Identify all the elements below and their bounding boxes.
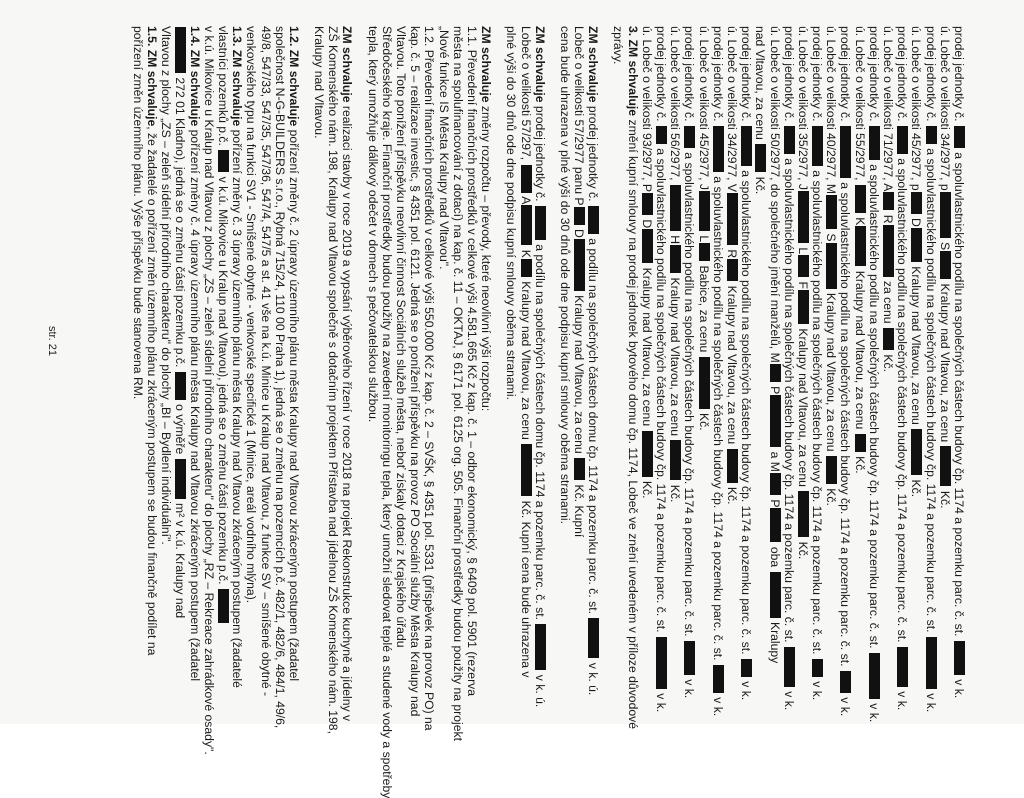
text-run: prodej jednotky č. (952, 26, 966, 125)
text-line (654, 26, 669, 713)
text-line (938, 26, 952, 698)
text-run: oba (767, 543, 782, 571)
redaction-box (826, 195, 837, 229)
text-run: D (909, 214, 924, 227)
redaction-box (755, 144, 766, 172)
text-run: v k. (838, 693, 853, 717)
text-run: v k. (895, 687, 910, 711)
redaction-box (574, 207, 585, 225)
text-run: města na spolufinancování z dotací) na kap. č. 11 – OKTAJ, § 6171 pol. 6125 org. 505. Finanční prostředky budou použity na projekt (450, 26, 465, 741)
text-run: prodej jednotky č. (895, 26, 910, 125)
text-run: Kralupy nad Vltavou, za cenu (795, 324, 810, 491)
text-run: Kč. (696, 409, 711, 431)
text-line (767, 26, 781, 698)
redaction-box (798, 491, 809, 537)
text-run: K (518, 246, 533, 258)
resolution-sale-1 (558, 26, 601, 698)
text-run: ú. Lobeč o velikosti 35/2977, J (795, 26, 810, 190)
text-run: společnost N-G-BUILDERS s.r.o., Rybná 715/24, 110 00 Praha 1), jedná se o změnu na pozemcích p.č. 482/1, 482/6, 484/1, 49/6, (272, 26, 287, 729)
redaction-box (770, 473, 781, 495)
redaction-box (713, 126, 724, 172)
text-run: ZM schvaluje prodej jednotky č. (586, 26, 601, 205)
redaction-box (812, 126, 823, 166)
text-run: L (795, 243, 810, 255)
redaction-box (926, 637, 937, 689)
resolution-kitchen (312, 26, 355, 734)
text-line (244, 26, 258, 698)
text-line (326, 26, 341, 734)
text-run: Vltavou z plochy „ZS – zeleň sídelní přírodního charakteru" do plochy „BI – Bydlení individuální". (159, 26, 174, 545)
text-run: Kč. (753, 173, 768, 195)
redaction-box (784, 126, 795, 154)
text-run: 1.2. Převedení finančních prostředků v celkové výši 550.000 Kč z kap. č. 2 – SVŠK, § 4351 pol. 5331 (příspěvek na provoz PO) na (422, 26, 437, 731)
text-line (159, 26, 173, 698)
text-run: m² v k.ú. Kralupy nad (173, 499, 188, 619)
text-line (287, 26, 301, 698)
text-run: Kralupy nad Vltavou, za cenu (725, 282, 739, 448)
redaction-box (940, 192, 951, 238)
text-run: P (767, 382, 782, 395)
text-run: D (572, 225, 587, 238)
text-run: A (518, 193, 533, 205)
text-run: a M (767, 448, 782, 472)
text-run: Vltavou. Toto ponížení příspěvku neovlivní činnost Sociálních služeb města, neboť získaly dotaci z Krajského úřadu (394, 26, 409, 648)
text-line (725, 26, 739, 698)
text-line (866, 26, 881, 723)
redaction-box (826, 456, 837, 484)
text-line (230, 26, 244, 698)
text-line (394, 26, 408, 698)
redaction-box (841, 126, 852, 178)
text-line (340, 26, 355, 722)
text-line (952, 26, 966, 698)
page-number: str. 21 (46, 326, 58, 356)
text-line (781, 26, 796, 711)
redaction-box (670, 245, 681, 273)
text-run: Kralupy nad Vltavou, za cenu (909, 262, 924, 429)
text-run: nad Vltavou, za cenu (753, 26, 768, 144)
text-run: 49/8, 547/33, 547/35, 547/36, 547/4, 547/5 a st. 41 vše na k.ú. Minice u Kralup nad Vltavou, z funkce SV – smíšené obytné - (258, 26, 273, 697)
text-run: prodej jednotky č. (682, 26, 697, 125)
redaction-box (869, 653, 880, 699)
text-run: Kč. (824, 484, 839, 506)
text-run: Kč. Kupní (572, 481, 587, 538)
redaction-box (770, 572, 781, 618)
text-run: Kč. (852, 452, 867, 474)
text-line (422, 26, 437, 731)
text-line (145, 26, 159, 698)
text-run: Kč. (937, 487, 952, 509)
redaction-box (911, 192, 922, 214)
redaction-box (588, 618, 599, 658)
text-run: R (881, 211, 896, 224)
text-run: ú. Lobeč o velikosti 56/2977, (668, 26, 683, 184)
text-run: v k. (710, 693, 725, 717)
text-run: D (639, 216, 654, 229)
text-line (640, 26, 654, 698)
text-run: H (668, 231, 683, 245)
text-run: prodej jednotky č. (654, 26, 669, 125)
text-line (909, 26, 923, 698)
text-line (739, 26, 754, 701)
text-run: a spoluvlastnického podílu na společných částech budovy čp. 1174 a pozemku parc. č. st. (952, 148, 966, 640)
text-run: vlastníci pozemků p.č. (216, 26, 230, 150)
text-run: Kralupy nad Vltavou, za cenu (518, 277, 533, 444)
text-line (824, 26, 838, 698)
text-run: 1.1. Převedení finančních prostředků v celkové výši 4.581.665 Kč z kap. č. 1 – odbor ekonomický, § 6409 pol. 5901 (rezerva (465, 26, 479, 697)
redaction-box (699, 357, 710, 409)
text-run: Kralupy nad Vltavou, za cenu (668, 274, 683, 440)
redaction-box (218, 150, 229, 172)
text-run: ZM schvaluje změny rozpočtu – převody, které neovlivní výši rozpočtu: (479, 26, 494, 412)
text-run: a spoluvlastnického podílu na společných částech budovy čp. 1174 a pozemku parc. č. st. (923, 144, 938, 636)
text-run: ú. Lobeč o velikosti 40/2977, M (824, 26, 839, 195)
text-run: v k. (654, 689, 669, 713)
text-line (258, 26, 272, 698)
redaction-box (684, 126, 695, 148)
resolution-zoning-plan (130, 26, 301, 755)
text-line (131, 26, 145, 698)
text-line (479, 26, 493, 698)
text-line (272, 26, 287, 729)
redaction-box (826, 243, 837, 289)
redaction-box (855, 185, 866, 213)
text-run: Kralupy nad Vltavou. (312, 26, 327, 139)
text-run: v k. (952, 675, 966, 699)
redaction-box (869, 126, 880, 160)
text-run: prodej jednotky č. (923, 26, 938, 125)
redaction-box (784, 647, 795, 687)
text-line (366, 26, 380, 698)
text-run: prodej jednotky č. (838, 26, 853, 125)
text-run: prodej jednotky č. (866, 26, 881, 125)
text-run: prodej jednotky č. (710, 26, 725, 125)
text-run: tepla, který umožňuje dálkový odečet v domech s pečovatelskou službou. (365, 26, 380, 423)
text-run: a spoluvlastnického podílu na společných částech budovy čp. 1174 a pozemku parc. č. st. (710, 172, 725, 664)
text-run: ú. Lobeč o velikosti 34/2977, p (937, 26, 952, 191)
text-run: prodej jednotky č. (739, 26, 754, 125)
redaction-box (521, 165, 532, 193)
text-run: Kralupy nad Vltavou, za cenu (824, 289, 839, 455)
text-run: Kralupy (767, 618, 782, 664)
text-run: Lobeč o velikosti 57/2977 panu P (572, 26, 587, 206)
text-run: 1.4. ZM schvaluje pořízení změny č. 4 úpravy územního plánu města Kralupy nad Vltavou zkráceným postupem (žadatel (187, 26, 202, 682)
redaction-box (798, 191, 809, 243)
text-run: Kč. (725, 483, 739, 505)
text-line (895, 26, 910, 711)
text-line (173, 26, 187, 698)
text-run: Kralupy nad Vltavou, za cenu (937, 280, 952, 446)
text-line (408, 26, 423, 717)
text-run: pořízení změn územního plánu. Výše příspěvku bude stanovena RM. (130, 26, 145, 400)
text-run: Kč. (881, 350, 896, 372)
text-line (436, 26, 450, 698)
text-run: Kralupy nad Vltavou, za cenu (639, 264, 654, 430)
text-run: a spoluvlastnického podílu na společných částech budovy čp. 1174 a pozemku parc. č. st. (654, 144, 669, 636)
text-line (810, 26, 825, 701)
text-line (216, 26, 230, 698)
redaction-box (574, 458, 585, 480)
text-run: kap. č. 5 – realizace investic, § 4351 pol. 6121. Jedná se o ponížení příspěvku na provoz PO Sociální služby Města Kralupy nad (408, 26, 423, 717)
text-run: ZM schvaluje realizaci stavby v roce 2019 a vypsání výběrového řízení v roce 2018 na projekt Rekonstrukce kuchyně a jídelny v (340, 26, 355, 722)
text-run: a spoluvlastnického podílu na společných částech budovy čp. 1174 a pozemku parc. č. st. (682, 148, 697, 640)
redaction-box (883, 225, 894, 277)
redaction-box (727, 449, 738, 483)
redaction-box (175, 27, 186, 73)
text-line (312, 26, 326, 698)
redaction-box (656, 637, 667, 689)
resolution-budget (365, 26, 494, 798)
redaction-box (588, 206, 599, 234)
text-line (682, 26, 696, 698)
text-run: a spoluvlastnického podílu na společných částech budovy čp. 1174 a pozemku parc. č. st. (895, 154, 910, 646)
text-run: v k. (682, 675, 697, 699)
text-run: ú. Lobeč o velikosti 50/2977, do společného jmění manželů, M (767, 26, 782, 363)
text-run: prodej jednotky č. (810, 26, 825, 125)
redaction-box (798, 255, 809, 277)
redaction-box (175, 372, 186, 400)
redaction-box (841, 671, 852, 693)
redaction-box (897, 647, 908, 687)
text-line (710, 26, 725, 717)
text-run: Kralupy nad Vltavou, za cenu (572, 291, 587, 458)
redaction-box (642, 193, 653, 215)
redaction-box (883, 328, 894, 350)
text-run: R (725, 246, 739, 259)
text-line (796, 26, 810, 698)
text-run: v k. (781, 687, 796, 711)
text-run: a podílu na společných částech domu čp. 1174 a pozemku parc. č. st. (586, 234, 601, 618)
redaction-box (699, 191, 710, 231)
redaction-box (727, 259, 738, 281)
text-run: L (696, 231, 711, 243)
text-run: ú. Lobeč o velikosti 93/2977, P (639, 26, 654, 192)
text-run: ú. Lobeč o velikosti 71/2977, A (881, 26, 896, 192)
redaction-box (574, 239, 585, 291)
redaction-box (926, 126, 937, 144)
text-run: v k. ú. (586, 659, 601, 696)
redaction-box (642, 431, 653, 477)
text-run: 1.3. ZM schvaluje pořízení změny č. 3 úpravy územního plánu města Kralupy nad Vltavou zkráceným postupem (žadatelé (230, 26, 245, 688)
text-run: za cenu (881, 277, 896, 327)
text-line (379, 26, 394, 798)
redaction-box (897, 126, 908, 154)
text-line (518, 26, 532, 698)
text-line (923, 26, 938, 713)
redaction-box (727, 193, 738, 245)
text-line (753, 26, 767, 698)
text-run: P (767, 495, 782, 508)
redaction-box (855, 434, 866, 452)
text-line (572, 26, 586, 698)
text-run: v k. (923, 689, 938, 713)
redaction-box (521, 444, 532, 496)
text-run: v k. (810, 677, 825, 701)
text-run: 272 01 Kladno), jedná se o změnu části pozemku p.č. (173, 74, 188, 371)
text-run: plné výši do 30 dnů ode dne podpisu kupní smlouvy oběma stranami. (504, 26, 519, 400)
redaction-box (521, 205, 532, 245)
redaction-box (741, 659, 752, 677)
text-run: ú. Lobeč o velikosti 45/2977, p (909, 26, 924, 191)
redaction-box (656, 126, 667, 144)
text-run: Kč. (909, 476, 924, 498)
text-line (853, 26, 867, 698)
text-line (187, 26, 201, 698)
text-run: 3. ZM schvaluje změní kupní smlouvy na prodej jednotek bytového domu čp. 1174, Lobeč ve znění uvedeném v příloze důvodové (625, 26, 640, 730)
text-run: Kč. (668, 481, 683, 503)
redaction-box (175, 459, 186, 499)
redaction-box (798, 290, 809, 324)
text-run: K (852, 213, 867, 226)
text-run: a spoluvlastnického podílu na společných částech budovy čp. 1174 a pozemku parc. č. st. (810, 166, 825, 658)
text-run: 1.2. ZM schvaluje pořízení změny č. 2 úpravy územního plánu města Kralupy nad Vltavou zkráceným postupem (žadatel (286, 26, 301, 682)
text-run: Kč. (639, 477, 654, 499)
redaction-box (911, 429, 922, 475)
text-run: Lobeč o velikosti 57/297, (518, 26, 533, 164)
text-run: Středočeského kraje. Finanční prostředky budou použity na zavedení monitoringu tepla, který umožní sledovat teplé a studené vody a spotřeby (379, 26, 394, 798)
text-run: ZŠ Komenského nám. 198, Kralupy nad Vltavou společně s dotačním projektem Přístavba nad jídelnou ZŠ Komenského nám. 198, (326, 26, 341, 734)
text-line (504, 26, 518, 698)
redaction-box (699, 243, 710, 261)
text-run: ú. Lobeč o velikosti 55/2977, (852, 26, 867, 184)
text-line (558, 26, 572, 698)
resolution-sale-2 (504, 26, 547, 708)
text-line (696, 26, 710, 698)
text-run: 1.5. ZM schvaluje, že žadatelé o pořízení změn územního plánu zkráceným postupem se budou finančně podílet na (145, 26, 160, 656)
redaction-box (911, 228, 922, 262)
redaction-box (670, 185, 681, 231)
redaction-box (713, 665, 724, 693)
text-run: F (795, 278, 810, 289)
text-run: a spoluvlastnického podílu na společných částech budovy čp. 1174 a pozemku parc. č. st. (781, 154, 796, 646)
redaction-box (535, 206, 546, 240)
text-run: o výměře (173, 400, 188, 458)
redaction-box (812, 659, 823, 677)
text-line (881, 26, 895, 698)
text-line (201, 26, 216, 755)
text-run: v k. (739, 677, 754, 701)
text-line (586, 26, 600, 698)
redaction-box (940, 251, 951, 279)
text-run: venkovského typu na funkci SV1 - Smíšené obytné - venkovské specifické 1 (Minice, areál vodního mlýna). (244, 26, 259, 604)
text-run: Kč. (795, 538, 810, 560)
redaction-box (770, 508, 781, 542)
text-run: v k. (866, 699, 881, 723)
text-run: ZM schvaluje prodej jednotky č. (532, 26, 547, 205)
text-run: ú. Lobeč o velikosti 45/2977, J (696, 26, 711, 190)
text-run: zprávy. (611, 26, 626, 65)
redaction-box (940, 446, 951, 486)
text-run: v k.ú. Mikovice u Kralup nad Vltavou), jedná se o změnu části pozemku p.č. (216, 173, 230, 588)
text-line (532, 26, 547, 708)
redaction-box (855, 226, 866, 266)
text-run: a podílu na společných částech domu čp. 1174 a pozemku parc. č. st. (532, 240, 547, 624)
redaction-box (670, 440, 681, 480)
text-line (625, 26, 640, 730)
text-run: v k.ú. Mikovice u Kralup nad Vltavou z plochy „ZS – zeleň sídelní přírodního charakteru" do plochy „RZ – Rekreace zahrádkové osady". (201, 26, 216, 755)
text-line (611, 26, 625, 698)
text-run: cena bude uhrazena v plné výši do 30 dnů ode dne podpisu kupní smlouvy oběma stranami. (557, 26, 572, 524)
text-run: prodej jednotky č. (781, 26, 796, 125)
text-line (668, 26, 682, 698)
text-run: S (824, 230, 839, 242)
document-body (66, 26, 966, 798)
unit-sales-list (611, 26, 966, 730)
redaction-box (954, 641, 965, 675)
text-line (465, 26, 479, 698)
redaction-box (684, 641, 695, 675)
text-run: a spoluvlastnického podílu na společných částech budovy čp. 1174 a pozemku parc. č. st. (739, 166, 754, 658)
redaction-box (883, 192, 894, 210)
text-line (450, 26, 465, 741)
text-run: S (937, 238, 952, 251)
redaction-box (218, 589, 229, 623)
redaction-box (535, 624, 546, 670)
text-run: Kralupy nad Vltavou, za cenu (852, 267, 867, 433)
text-run: Kč. Kupní cena bude uhrazena v (518, 497, 533, 678)
text-run: v k. ú. (532, 671, 547, 708)
text-run: ú. Lobeč o velikosti 34/2977, V (725, 26, 739, 192)
redaction-box (954, 126, 965, 148)
redaction-box (521, 259, 532, 277)
redaction-box (770, 364, 781, 382)
text-run: a spoluvlastnického podílu na společných částech budovy čp. 1174 a pozemku parc. č. st. (866, 160, 881, 652)
text-run: a spoluvlastnického podílu na společných částech budovy čp. 1174 a pozemku parc. č. st. (838, 178, 853, 670)
text-run: Babice, za cenu (696, 262, 711, 356)
text-run: „Nové funkce IS Města Kralupy nad Vltavou". (436, 26, 451, 270)
text-line (838, 26, 853, 717)
redaction-box (770, 395, 781, 447)
redaction-box (642, 229, 653, 263)
redaction-box (741, 126, 752, 166)
